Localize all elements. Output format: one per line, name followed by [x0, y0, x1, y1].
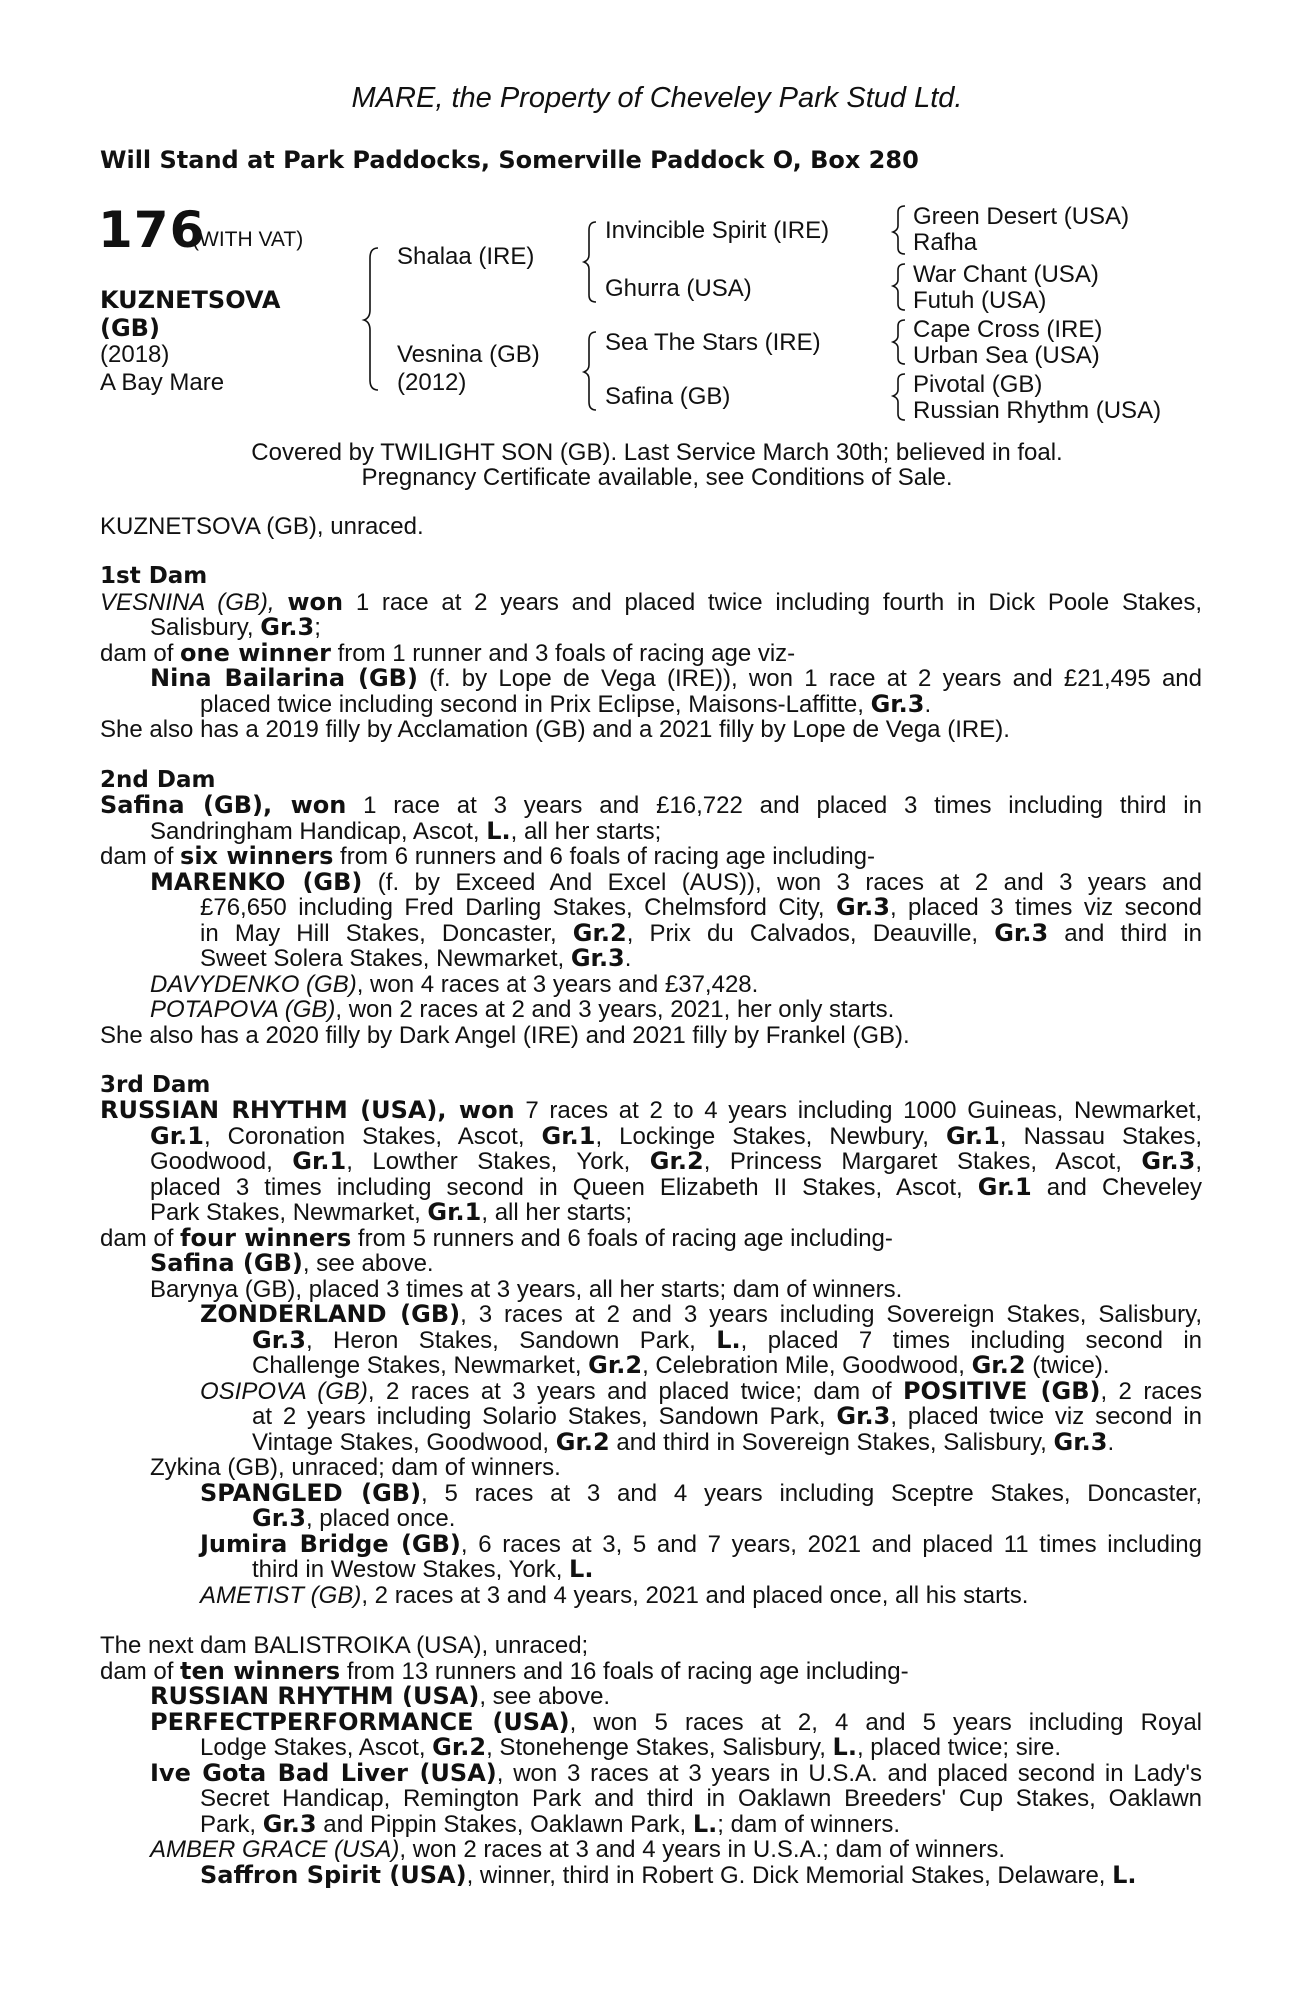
next-dam-line-7: Secret Handicap, Remington Park and third in Oaklawn Breeders' Cup Stakes, Oaklawn [200, 1785, 1202, 1812]
third-dam-line-14: Vintage Stakes, Goodwood, Gr.2 and third in Sovereign Stakes, Salisbury, Gr.3. [252, 1428, 1115, 1456]
pedigree-sire-dam: Ghurra (USA) [605, 275, 752, 302]
pedigree-dam: Vesnina (GB) [397, 341, 540, 368]
first-dam-line-1: VESNINA (GB), won 1 race at 2 years and placed twice including fourth in Dick Poole Stakes, [100, 588, 1202, 616]
brace-gen2-bottom [584, 332, 596, 410]
third-dam-line-16: SPANGLED (GB), 5 races at 3 and 4 years including Sceptre Stakes, Doncaster, [200, 1479, 1202, 1507]
pedigree-g3-7: Pivotal (GB) [913, 371, 1043, 398]
first-dam-line-3: dam of one winner from 1 runner and 3 foals of racing age viz- [100, 639, 796, 667]
brace-gen3-1 [893, 206, 905, 254]
third-dam-line-20: AMETIST (GB), 2 races at 3 and 4 years, 2021 and placed once, all his starts. [200, 1582, 1029, 1609]
horse-description: A Bay Mare [100, 369, 225, 396]
brace-gen3-2 [893, 264, 905, 310]
second-dam-line-5: £76,650 including Fred Darling Stakes, Chelmsford City, Gr.3, placed 3 times viz second [200, 893, 1202, 921]
third-dam-line-17: Gr.3, placed once. [252, 1504, 456, 1532]
next-dam-line-1: The next dam BALISTROIKA (USA), unraced; [100, 1632, 589, 1659]
third-dam-line-12: OSIPOVA (GB), 2 races at 3 years and placed twice; dam of POSITIVE (GB), 2 races [200, 1377, 1203, 1405]
brace-gen3-3 [893, 320, 905, 364]
third-dam-line-8: Barynya (GB), placed 3 times at 3 years, all her starts; dam of winners. [150, 1276, 903, 1303]
stand-location: Will Stand at Park Paddocks, Somerville Paddock O, Box 280 [100, 146, 919, 174]
third-dam-line-13: at 2 years including Solario Stakes, Sandown Park, Gr.3, placed twice viz second in [252, 1402, 1203, 1430]
third-dam-line-10: Gr.3, Heron Stakes, Sandown Park, L., placed 7 times including second in [252, 1326, 1203, 1354]
pedigree-g3-2: Rafha [913, 229, 978, 256]
pedigree-g3-5: Cape Cross (IRE) [913, 316, 1103, 343]
pregnancy-note: Pregnancy Certificate available, see Conditions of Sale. [361, 464, 953, 491]
second-dam-line-4: MARENKO (GB) (f. by Exceed And Excel (AUS)), won 3 races at 2 and 3 years and [150, 868, 1203, 896]
second-dam-line-7: Sweet Solera Stakes, Newmarket, Gr.3. [200, 944, 632, 972]
third-dam-line-5: Park Stakes, Newmarket, Gr.1, all her starts; [150, 1198, 633, 1226]
next-dam-line-2: dam of ten winners from 13 runners and 16 foals of racing age including- [100, 1657, 909, 1685]
second-dam-heading: 2nd Dam [100, 767, 216, 793]
second-dam-line-8: DAVYDENKO (GB), won 4 races at 3 years and £37,428. [150, 971, 759, 998]
intro-line: KUZNETSOVA (GB), unraced. [100, 513, 424, 540]
brace-gen3-4 [893, 374, 905, 420]
third-dam-heading: 3rd Dam [100, 1072, 211, 1098]
brace-gen2-top [584, 222, 596, 302]
pedigree-g3-3: War Chant (USA) [913, 261, 1099, 288]
first-dam-line-2: Salisbury, Gr.3; [150, 613, 321, 641]
horse-origin: (GB) [100, 314, 160, 342]
next-dam-line-8: Park, Gr.3 and Pippin Stakes, Oaklawn Park, L.; dam of winners. [200, 1810, 900, 1838]
second-dam-line-2: Sandringham Handicap, Ascot, L., all her starts; [150, 817, 662, 845]
third-dam-line-15: Zykina (GB), unraced; dam of winners. [150, 1454, 561, 1481]
lot-vat-note: (WITH VAT) [192, 228, 304, 251]
next-dam-line-10: Saffron Spirit (USA), winner, third in Robert G. Dick Memorial Stakes, Delaware, L. [200, 1861, 1137, 1889]
third-dam-line-3: Goodwood, Gr.1, Lowther Stakes, York, Gr.2, Princess Margaret Stakes, Ascot, Gr.3, [150, 1147, 1203, 1175]
next-dam-line-5: Lodge Stakes, Ascot, Gr.2, Stonehenge Stakes, Salisbury, L., placed twice; sire. [200, 1733, 1062, 1761]
first-dam-line-5: placed twice including second in Prix Eclipse, Maisons-Laffitte, Gr.3. [200, 690, 932, 718]
brace-gen1 [364, 248, 378, 390]
third-dam-line-7: Safina (GB), see above. [150, 1249, 434, 1277]
third-dam-line-11: Challenge Stakes, Newmarket, Gr.2, Celebration Mile, Goodwood, Gr.2 (twice). [252, 1351, 1110, 1379]
third-dam-line-19: third in Westow Stakes, York, L. [252, 1555, 594, 1583]
second-dam-line-10: She also has a 2020 filly by Dark Angel (IRE) and 2021 filly by Frankel (GB). [100, 1022, 910, 1049]
next-dam-line-6: Ive Gota Bad Liver (USA), won 3 races at 3 years in U.S.A. and placed second in Lady's [150, 1759, 1203, 1787]
pedigree-dam-year: (2012) [397, 369, 467, 396]
pedigree-sire-sire: Invincible Spirit (IRE) [605, 217, 830, 244]
pedigree-g3-8: Russian Rhythm (USA) [913, 397, 1162, 424]
second-dam-line-9: POTAPOVA (GB), won 2 races at 2 and 3 years, 2021, her only starts. [150, 996, 895, 1023]
first-dam-heading: 1st Dam [100, 563, 208, 589]
next-dam-line-3: RUSSIAN RHYTHM (USA), see above. [150, 1682, 611, 1710]
lot-number: 176 [98, 201, 206, 259]
third-dam-line-4: placed 3 times including second in Queen Elizabeth II Stakes, Ascot, Gr.1 and Cheveley [150, 1173, 1203, 1201]
pedigree-dam-dam: Safina (GB) [605, 383, 731, 410]
owner-line: MARE, the Property of Cheveley Park Stud Ltd. [351, 82, 963, 114]
second-dam-line-3: dam of six winners from 6 runners and 6 foals of racing age including- [100, 842, 876, 870]
horse-name-text: KUZNETSOVA [100, 286, 281, 314]
pedigree-g3-4: Futuh (USA) [913, 287, 1047, 314]
third-dam-line-2: Gr.1, Coronation Stakes, Ascot, Gr.1, Lockinge Stakes, Newbury, Gr.1, Nassau Stakes, [150, 1122, 1203, 1150]
next-dam-line-4: PERFECTPERFORMANCE (USA), won 5 races at 2, 4 and 5 years including Royal [150, 1708, 1202, 1736]
pedigree-g3-6: Urban Sea (USA) [913, 342, 1100, 369]
second-dam-line-1: Safina (GB), won 1 race at 3 years and £16,722 and placed 3 times including third in [100, 791, 1202, 819]
first-dam-line-4: Nina Bailarina (GB) (f. by Lope de Vega (IRE)), won 1 race at 2 years and £21,495 and [150, 664, 1202, 692]
first-dam-line-6: She also has a 2019 filly by Acclamation (GB) and a 2021 filly by Lope de Vega (IRE). [100, 716, 1010, 743]
second-dam-line-6: in May Hill Stakes, Doncaster, Gr.2, Prix du Calvados, Deauville, Gr.3 and third in [200, 919, 1202, 947]
horse-year: (2018) [100, 341, 170, 368]
third-dam-line-18: Jumira Bridge (GB), 6 races at 3, 5 and 7 years, 2021 and placed 11 times including [200, 1530, 1202, 1558]
next-dam-line-9: AMBER GRACE (USA), won 2 races at 3 and 4 years in U.S.A.; dam of winners. [150, 1836, 1005, 1863]
pedigree-g3-1: Green Desert (USA) [913, 203, 1130, 230]
pedigree-dam-sire: Sea The Stars (IRE) [605, 329, 821, 356]
third-dam-line-9: ZONDERLAND (GB), 3 races at 2 and 3 years including Sovereign Stakes, Salisbury, [200, 1300, 1202, 1328]
pedigree-sire: Shalaa (IRE) [397, 243, 535, 270]
third-dam-line-1: RUSSIAN RHYTHM (USA), won 7 races at 2 to 4 years including 1000 Guineas, Newmarket, [100, 1096, 1202, 1124]
third-dam-line-6: dam of four winners from 5 runners and 6 foals of racing age including- [100, 1224, 893, 1252]
covering-note: Covered by TWILIGHT SON (GB). Last Service March 30th; believed in foal. [251, 439, 1063, 466]
